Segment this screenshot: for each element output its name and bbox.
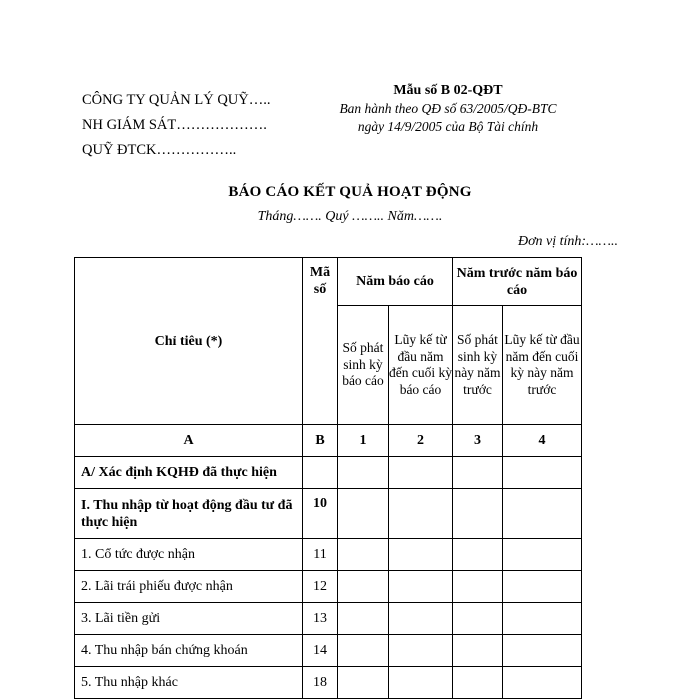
table-row — [75, 603, 582, 635]
header-current-cumulative: Lũy kế từ đầu năm đến cuối kỳ báo cáo — [389, 306, 453, 425]
value-cell — [453, 635, 503, 667]
row-code: 12 — [303, 571, 338, 603]
value-cell — [503, 603, 582, 635]
value-cell — [453, 571, 503, 603]
value-cell — [338, 539, 389, 571]
value-cell — [389, 635, 453, 667]
value-cell — [453, 457, 503, 489]
value-cell — [338, 667, 389, 699]
value-cell — [503, 635, 582, 667]
row-code: 11 — [303, 539, 338, 571]
row-label: 5. Thu nhập khác — [75, 667, 303, 699]
row-code: 10 — [303, 489, 338, 539]
row-code: 14 — [303, 635, 338, 667]
issued-by-line-1: Ban hành theo QĐ số 63/2005/QĐ-BTC — [339, 101, 557, 116]
index-cell: 4 — [503, 425, 582, 457]
value-cell — [503, 571, 582, 603]
value-cell — [389, 571, 453, 603]
table-row — [75, 489, 582, 539]
value-cell — [453, 489, 503, 539]
row-label: 3. Lãi tiền gửi — [75, 603, 303, 635]
row-label: 4. Thu nhập bán chứng khoán — [75, 635, 303, 667]
value-cell — [389, 539, 453, 571]
header-code: Mã số — [303, 258, 338, 425]
report-title: BÁO CÁO KẾT QUẢ HOẠT ĐỘNG — [228, 184, 472, 200]
row-label: A/ Xác định KQHĐ đã thực hiện — [75, 457, 303, 489]
header-current-period: Số phát sinh kỳ báo cáo — [338, 306, 389, 425]
unit-of-measure: Đơn vị tính:…….. — [517, 234, 618, 249]
table-row — [75, 635, 582, 667]
header-item: Chỉ tiêu (*) — [75, 258, 303, 425]
table-row — [75, 571, 582, 603]
value-cell — [453, 603, 503, 635]
table-row — [75, 457, 582, 489]
row-label: I. Thu nhập từ hoạt động đầu tư đã thực hiện — [75, 489, 303, 539]
value-cell — [338, 457, 389, 489]
row-label: 1. Cổ tức được nhận — [75, 539, 303, 571]
value-cell — [503, 457, 582, 489]
fund-info — [82, 88, 271, 163]
value-cell — [338, 603, 389, 635]
table-row — [75, 539, 582, 571]
value-cell — [453, 667, 503, 699]
header-previous-year: Năm trước năm báo cáo — [453, 258, 582, 306]
report-table — [74, 257, 582, 699]
row-code — [303, 457, 338, 489]
value-cell — [338, 489, 389, 539]
row-code: 18 — [303, 667, 338, 699]
row-code: 13 — [303, 603, 338, 635]
supervising-bank-line: NH GIÁM SÁT………………. — [82, 117, 267, 133]
header-current-year: Năm báo cáo — [338, 258, 453, 306]
value-cell — [453, 539, 503, 571]
value-cell — [503, 489, 582, 539]
index-cell: 3 — [453, 425, 503, 457]
value-cell — [389, 667, 453, 699]
header-prev-period: Số phát sinh kỳ này năm trước — [453, 306, 503, 425]
report-period: Tháng……. Quý …….. Năm……. — [257, 209, 443, 224]
row-label: 2. Lãi trái phiếu được nhận — [75, 571, 303, 603]
form-info — [318, 82, 578, 136]
form-number: Mẫu số B 02-QĐT — [393, 83, 503, 98]
value-cell — [338, 571, 389, 603]
index-cell: 2 — [389, 425, 453, 457]
header-prev-cumulative: Lũy kế từ đầu năm đến cuối kỳ này năm trước — [503, 306, 582, 425]
index-cell: A — [75, 425, 303, 457]
value-cell — [503, 667, 582, 699]
index-cell: B — [303, 425, 338, 457]
value-cell — [389, 603, 453, 635]
table-row — [75, 667, 582, 699]
index-cell: 1 — [338, 425, 389, 457]
value-cell — [338, 635, 389, 667]
value-cell — [389, 457, 453, 489]
fund-company-line: CÔNG TY QUẢN LÝ QUỸ….. — [82, 92, 271, 108]
issued-by-line-2: ngày 14/9/2005 của Bộ Tài chính — [357, 119, 539, 134]
value-cell — [389, 489, 453, 539]
value-cell — [503, 539, 582, 571]
fund-name-line: QUỸ ĐTCK…………….. — [82, 142, 237, 158]
